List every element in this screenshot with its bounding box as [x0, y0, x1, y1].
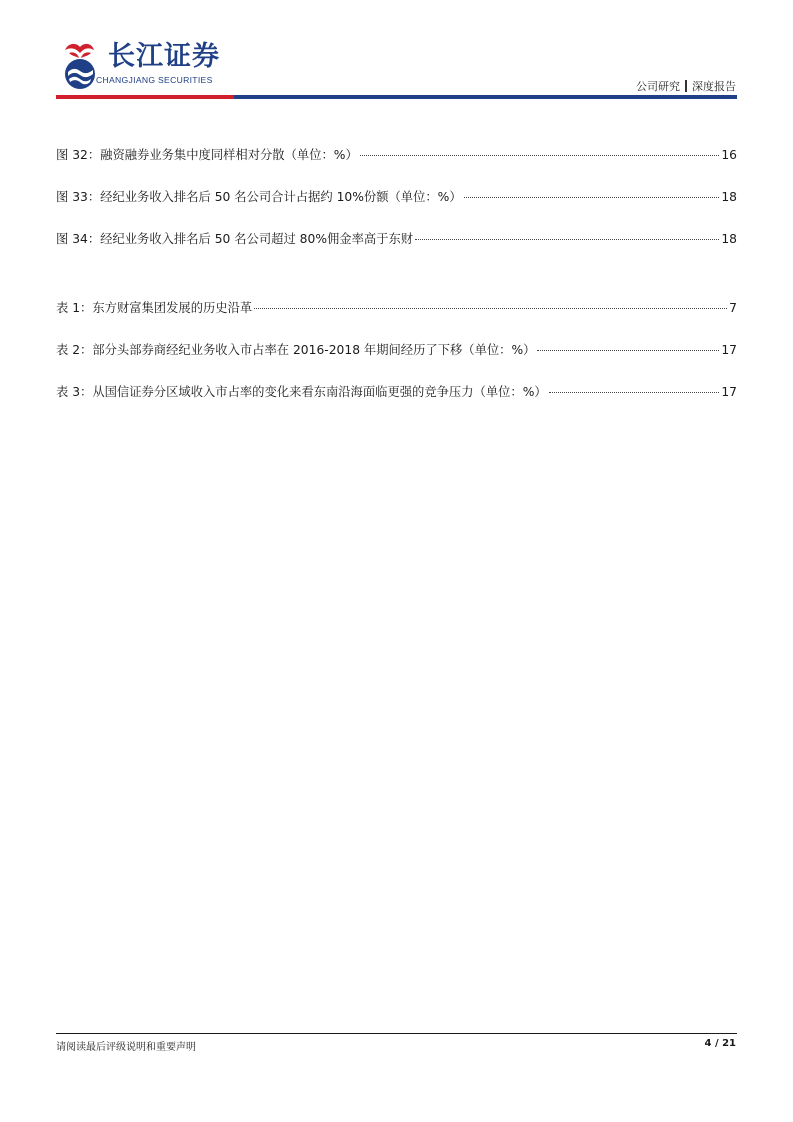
header-rule-red — [56, 95, 234, 99]
toc-entry-figure-33[interactable] — [56, 187, 737, 207]
report-category — [636, 78, 736, 94]
toc-entry-table-1[interactable] — [56, 298, 737, 318]
toc-leader-dots — [254, 307, 727, 309]
page-header — [0, 0, 793, 100]
toc-entry-page: 16 — [721, 148, 737, 162]
toc-entry-label: 图 34：经纪业务收入排名后 50 名公司超过 80%佣金率高于东财 — [56, 232, 414, 246]
toc-entry-table-2[interactable] — [56, 340, 737, 360]
logo-english-name: CHANGJIANG SECURITIES — [96, 75, 213, 85]
toc-entry-label: 表 1：东方财富集团发展的历史沿革 — [56, 301, 253, 315]
toc-entry-table-3[interactable] — [56, 382, 737, 402]
toc-leader-dots — [464, 196, 720, 198]
doc-type-label: 深度报告 — [692, 80, 736, 93]
toc-leader-dots — [415, 238, 719, 240]
toc-entry-page: 18 — [721, 190, 737, 204]
toc-leader-dots — [360, 154, 720, 156]
toc-entry-figure-34[interactable] — [56, 229, 737, 249]
header-rule-blue — [234, 95, 737, 99]
toc-leader-dots — [537, 349, 719, 351]
logo-chinese-name: 长江证券 — [108, 41, 220, 72]
toc-entry-page: 17 — [721, 385, 737, 399]
toc-entry-page: 17 — [721, 343, 737, 357]
toc-entry-label: 表 3：从国信证券分区域收入市占率的变化来看东南沿海面临更强的竞争压力（单位：%） — [56, 385, 547, 399]
footer-page-number: 4 / 21 — [704, 1038, 736, 1049]
header-rule — [56, 95, 737, 99]
toc-entry-label: 图 32：融资融券业务集中度同样相对分散（单位：%） — [56, 148, 358, 162]
footer-rule — [56, 1033, 737, 1034]
toc-leader-dots — [549, 391, 720, 393]
header-separator — [685, 80, 687, 92]
toc-entry-label: 表 2：部分头部券商经纪业务收入市占率在 2016-2018 年期间经历了下移（单位：%） — [56, 343, 536, 357]
toc-entry-page: 18 — [721, 232, 737, 246]
toc-entry-label: 图 33：经纪业务收入排名后 50 名公司合计占据约 10%份额（单位：%） — [56, 190, 462, 204]
company-logo — [56, 40, 241, 92]
section-label: 公司研究 — [636, 80, 680, 93]
footer-disclaimer: 请阅读最后评级说明和重要声明 — [56, 1042, 196, 1053]
toc-entry-figure-32[interactable] — [56, 145, 737, 165]
toc-entry-page: 7 — [729, 301, 737, 315]
